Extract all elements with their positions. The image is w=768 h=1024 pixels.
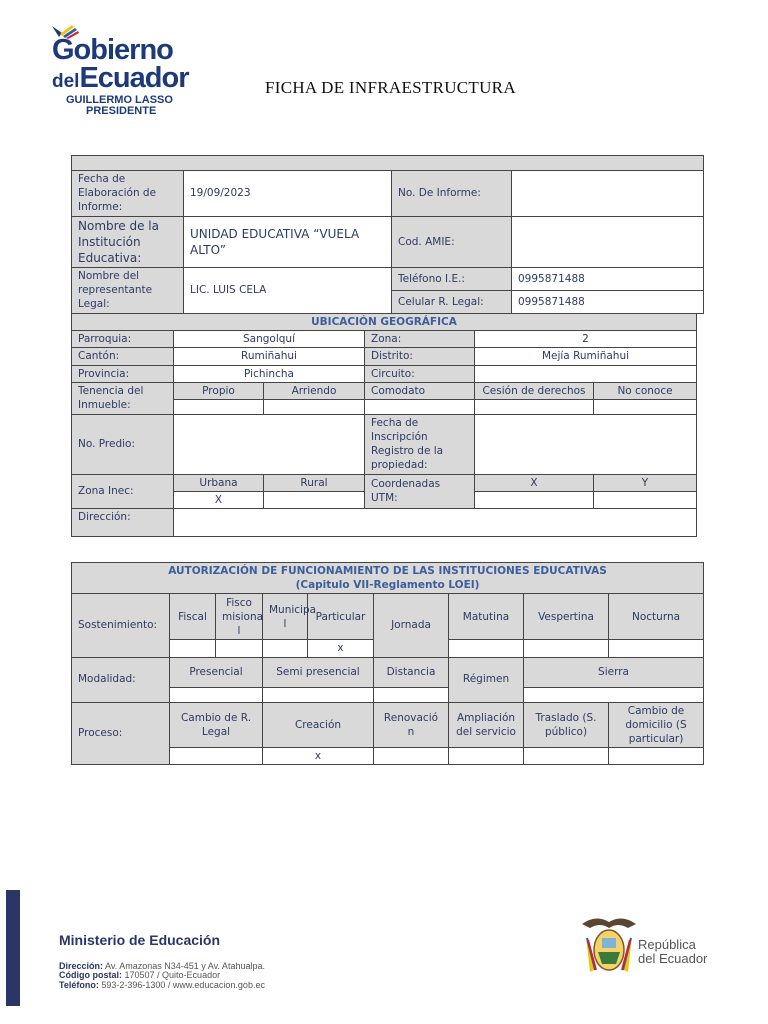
predio-value[interactable] (174, 414, 365, 474)
footer-accent-bar (6, 890, 20, 1006)
amie-value[interactable] (512, 216, 704, 268)
fecha-inscripcion-label: Fecha de Inscripción Registro de la propiedad: (365, 414, 475, 474)
canton-value[interactable]: Rumiñahui (174, 348, 365, 365)
sostenimiento-label: Sostenimiento: (72, 594, 170, 657)
tenencia-comodato-check[interactable] (365, 399, 475, 414)
document-title: FICHA DE INFRAESTRUCTURA (265, 78, 516, 97)
cambio-rlegal-check[interactable] (170, 748, 263, 765)
general-info-table (71, 155, 704, 314)
renovacion-label: Renovació n (374, 702, 449, 748)
canton-label: Cantón: (72, 348, 174, 365)
predio-label: No. Predio: (72, 414, 174, 474)
nocturna-label: Nocturna (609, 594, 704, 640)
celular-label: Celular R. Legal: (392, 290, 512, 313)
fiscal-check[interactable] (170, 640, 216, 657)
provincia-label: Provincia: (72, 365, 174, 382)
distrito-label: Distrito: (365, 348, 475, 365)
tenencia-label: Tenencia del Inmueble: (72, 382, 174, 414)
ubicacion-table (71, 313, 697, 537)
fecha-value[interactable]: 19/09/2023 (184, 171, 392, 217)
no-informe-label: No. De Informe: (392, 171, 512, 217)
rural-label: Rural (264, 474, 365, 491)
tenencia-cesion: Cesión de derechos (475, 382, 594, 399)
coord-y-value[interactable] (594, 491, 697, 508)
jornada-label: Jornada (374, 594, 449, 657)
particular-check[interactable]: x (308, 640, 374, 657)
footer-telefono-label: Teléfono: (59, 979, 99, 990)
logo-line-ecuador (52, 62, 188, 95)
gobierno-logo (42, 24, 192, 116)
fiscomisional-check[interactable] (216, 640, 263, 657)
institucion-value[interactable]: UNIDAD EDUCATIVA “VUELA ALTO” (184, 216, 392, 268)
republica-line2: del Ecuador (638, 950, 708, 966)
logo-president-name: GUILLERMO LASSO (66, 94, 173, 106)
coord-x-value[interactable] (475, 491, 594, 508)
autorizacion-header (72, 563, 704, 594)
municipal-check[interactable] (263, 640, 308, 657)
ampliacion-label: Ampliación del servicio (449, 702, 524, 748)
matutina-check[interactable] (449, 640, 524, 657)
footer-codigo-label: Código postal: (59, 970, 122, 981)
nocturna-check[interactable] (609, 640, 704, 657)
general-info-header (72, 156, 704, 171)
zona-value[interactable]: 2 (475, 331, 697, 348)
ampliacion-check[interactable] (449, 748, 524, 765)
logo-president-title: PRESIDENTE (86, 105, 157, 117)
modalidad-label: Modalidad: (72, 657, 170, 702)
footer-direccion-label: Dirección: (59, 961, 104, 971)
tenencia-arriendo-check[interactable] (264, 399, 365, 414)
particular-label: Particular (308, 594, 374, 640)
amie-label: Cod. AMIE: (392, 216, 512, 268)
urbana-label: Urbana (174, 474, 264, 491)
telefono-label: Teléfono I.E.: (392, 268, 512, 291)
creacion-check[interactable]: x (263, 748, 374, 765)
telefono-value[interactable]: 0995871488 (512, 268, 704, 291)
distrito-value[interactable]: Mejía Rumiñahui (475, 348, 697, 365)
fiscal-label: Fiscal (170, 594, 216, 640)
circuito-label: Circuito: (365, 365, 475, 382)
footer-telefono: 593-2-396-1300 / www.educacion.gob.ec (101, 979, 265, 990)
tenencia-cesion-check[interactable] (475, 399, 594, 414)
logo-line-gobierno: Gobierno (52, 34, 173, 66)
distancia-check[interactable] (374, 687, 449, 702)
tenencia-no-conoce-check[interactable] (594, 399, 697, 414)
logo-del: del (52, 71, 80, 92)
institucion-label: Nombre de la Institución Educativa: (72, 216, 184, 268)
representante-value[interactable]: LIC. LUIS CELA (184, 268, 392, 314)
logo-ecuador: Ecuador (79, 62, 189, 94)
sierra-label: Sierra (524, 657, 704, 687)
presencial-check[interactable] (170, 687, 263, 702)
cambio-domicilio-check[interactable] (609, 748, 704, 765)
celular-value[interactable]: 0995871488 (512, 290, 704, 313)
circuito-value[interactable] (475, 365, 697, 382)
tenencia-propio: Propio (174, 382, 264, 399)
traslado-label: Traslado (S. público) (524, 702, 609, 748)
footer-telefono-line (59, 981, 265, 990)
municipal-label: Municipa l (263, 594, 308, 640)
autorizacion-title: AUTORIZACIÓN DE FUNCIONAMIENTO DE LAS INSTITUCIONES EDUCATIVAS (168, 565, 607, 577)
coordenadas-label: Coordenadas UTM: (365, 474, 475, 508)
direccion-label: Dirección: (72, 508, 174, 536)
direccion-value[interactable] (174, 508, 697, 536)
zona-inec-label: Zona Inec: (72, 474, 174, 508)
provincia-value[interactable]: Pichincha (174, 365, 365, 382)
representante-label: Nombre del representante Legal: (72, 268, 184, 314)
autorizacion-subtitle: (Capitulo VII-Reglamento LOEI) (295, 579, 480, 592)
footer-direccion: Av. Amazonas N34-451 y Av. Atahualpa. (105, 961, 265, 971)
coord-y-label: Y (594, 474, 697, 491)
proceso-label: Proceso: (72, 702, 170, 765)
cambio-rlegal-label: Cambio de R. Legal (170, 702, 263, 748)
republica-ecuador-text (638, 938, 707, 965)
creacion-label: Creación (263, 702, 374, 748)
parroquia-label: Parroquia: (72, 331, 174, 348)
footer-codigo: 170507 / Quito-Ecuador (124, 970, 221, 981)
vespertina-label: Vespertina (524, 594, 609, 640)
tenencia-arriendo: Arriendo (264, 382, 365, 399)
rural-check[interactable] (264, 491, 365, 508)
ubicacion-header: UBICACIÓN GEOGRÁFICA (72, 314, 697, 331)
traslado-check[interactable] (524, 748, 609, 765)
presencial-label: Presencial (170, 657, 263, 687)
semipresencial-check[interactable] (263, 687, 374, 702)
no-informe-value[interactable] (512, 171, 704, 217)
urbana-check[interactable]: X (174, 491, 264, 508)
tenencia-no-conoce: No conoce (594, 382, 697, 399)
coord-x-label: X (475, 474, 594, 491)
distancia-label: Distancia (374, 657, 449, 687)
matutina-label: Matutina (449, 594, 524, 640)
vespertina-check[interactable] (524, 640, 609, 657)
coat-of-arms-icon (578, 914, 640, 980)
sierra-check[interactable] (524, 687, 704, 702)
republica-line1: República (638, 937, 696, 952)
zona-label: Zona: (365, 331, 475, 348)
tenencia-comodato: Comodato (365, 382, 475, 399)
ministry-name: Ministerio de Educación (59, 932, 221, 948)
footer-address (59, 962, 265, 990)
fecha-inscripcion-value[interactable] (475, 414, 697, 474)
tenencia-propio-check[interactable] (174, 399, 264, 414)
regimen-label: Régimen (449, 657, 524, 702)
cambio-domicilio-label: Cambio de domicilio (S particular) (609, 702, 704, 748)
autorizacion-table (71, 562, 704, 765)
renovacion-check[interactable] (374, 748, 449, 765)
parroquia-value[interactable]: Sangolquí (174, 331, 365, 348)
fiscomisional-label: Fisco misiona l (216, 594, 263, 640)
semipresencial-label: Semi presencial (263, 657, 374, 687)
fecha-label: Fecha de Elaboración de Informe: (72, 171, 184, 217)
